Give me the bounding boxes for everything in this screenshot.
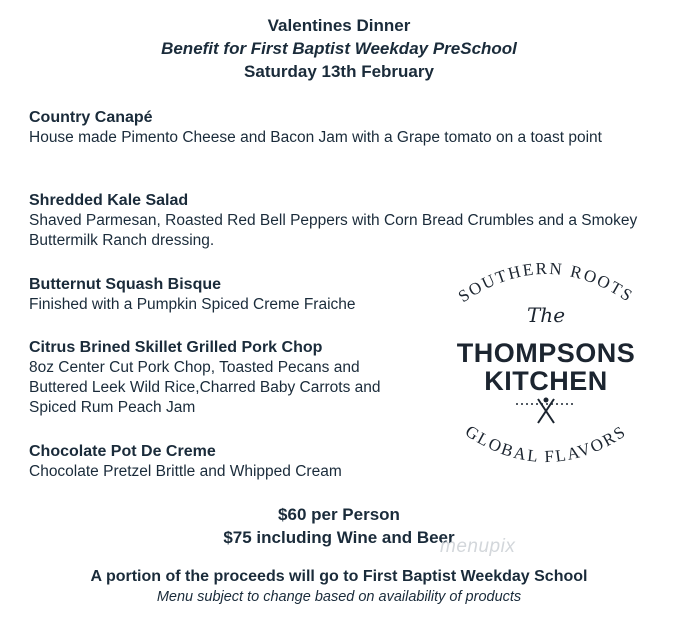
menu-item — [29, 441, 429, 482]
menu-item — [29, 107, 629, 148]
menu-item-description: Chocolate Pretzel Brittle and Whipped Cream — [29, 463, 342, 480]
menu-item-name: Butternut Squash Bisque — [29, 276, 222, 293]
logo-top-text: SOUTHERN ROOTS — [454, 258, 638, 307]
logo-title-line1: THOMPSONS — [456, 338, 636, 368]
menu-item-name: Citrus Brined Skillet Grilled Pork Chop — [29, 339, 323, 356]
menu-item-description: 8oz Center Cut Pork Chop, Toasted Pecans and Buttered Leek Wild Rice,Charred Baby Carrots and Spiced Rum Peach Jam — [29, 359, 381, 416]
logo-the: The — [526, 303, 566, 327]
menu-item — [29, 274, 429, 315]
watermark: menupix — [440, 536, 516, 557]
menu-item-name: Country Canapé — [29, 109, 153, 126]
restaurant-logo — [432, 253, 660, 483]
price-per-person: $60 per Person — [278, 505, 400, 524]
event-subtitle: Benefit for First Baptist Weekday PreSchool — [161, 39, 517, 58]
event-date: Saturday 13th February — [244, 62, 434, 81]
event-title: Valentines Dinner — [267, 16, 411, 35]
menu-item-description: House made Pimento Cheese and Bacon Jam with a Grape tomato on a toast point — [29, 129, 602, 146]
logo-title-line2: KITCHEN — [484, 366, 608, 396]
menu-footer — [0, 566, 678, 607]
menu-item-name: Shredded Kale Salad — [29, 192, 189, 209]
menu-item — [29, 190, 639, 251]
svg-text:GLOBAL FLAVORS — [462, 421, 630, 466]
menu-item-description: Finished with a Pumpkin Spiced Creme Fraiche — [29, 296, 356, 313]
logo-bottom-text: GLOBAL FLAVORS — [462, 421, 630, 467]
proceeds-note: A portion of the proceeds will go to First Baptist Weekday School — [90, 568, 588, 585]
menu-item-name: Chocolate Pot De Creme — [29, 443, 216, 460]
svg-text:SOUTHERN ROOTS — [455, 259, 637, 306]
price-with-drinks: $75 including Wine and Beer — [223, 528, 455, 547]
menu-item-description: Shaved Parmesan, Roasted Red Bell Peppers with Corn Bread Crumbles and a Smokey Buttermilk Ranch dressing. — [29, 212, 638, 249]
utensils-icon — [516, 398, 576, 424]
menu-header — [0, 14, 678, 83]
menu-item — [29, 337, 399, 418]
availability-note: Menu subject to change based on availability of products — [156, 589, 522, 605]
